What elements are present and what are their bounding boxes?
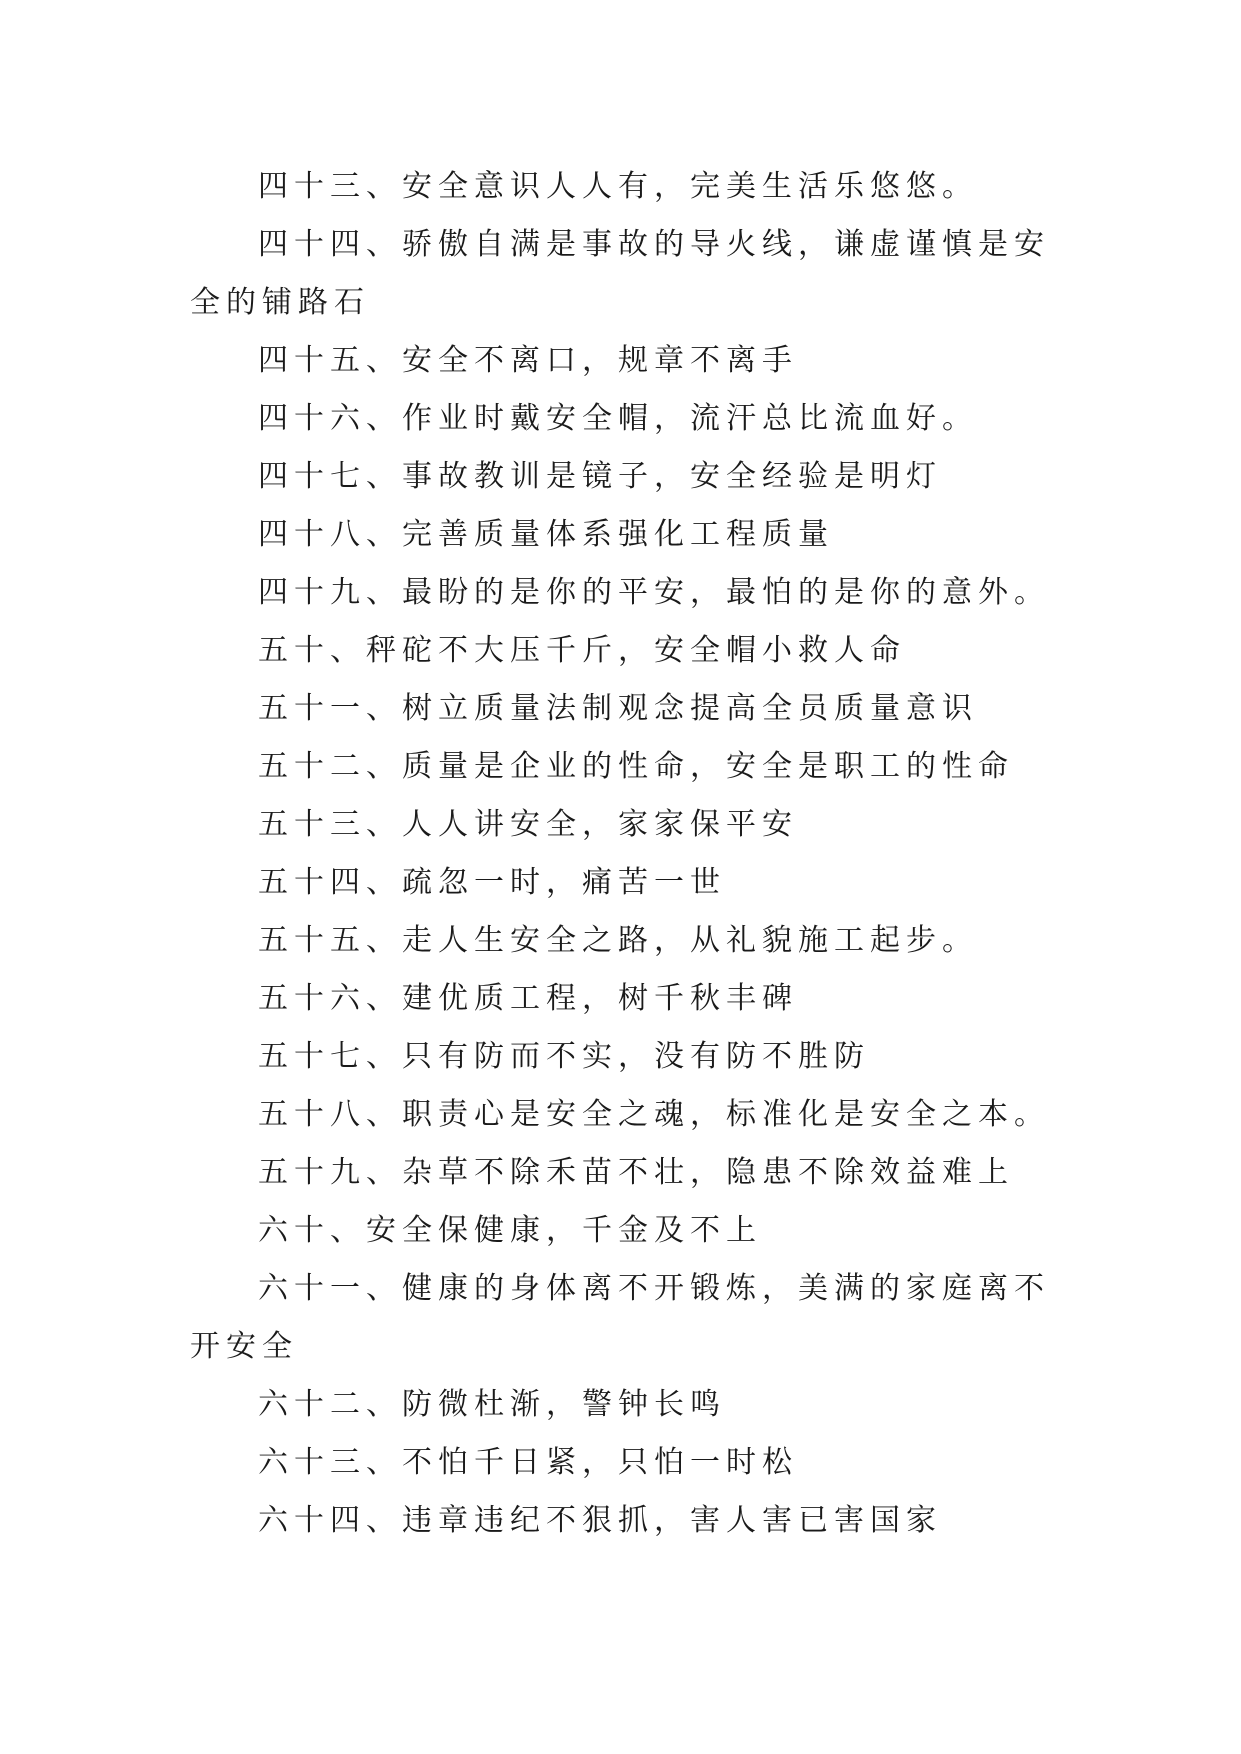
paragraph: 五十七、只有防而不实，没有防不胜防 xyxy=(258,1039,870,1074)
paragraph: 四十七、事故教训是镜子，安全经验是明灯 xyxy=(258,459,942,494)
paragraph: 五十三、人人讲安全，家家保平安 xyxy=(258,807,798,842)
paragraph: 五十二、质量是企业的性命，安全是职工的性命 xyxy=(258,749,1014,784)
paragraph: 四十六、作业时戴安全帽，流汗总比流血好。 xyxy=(258,401,978,436)
paragraph: 五十八、职责心是安全之魂，标准化是安全之本。 xyxy=(258,1097,1050,1132)
paragraph: 六十、安全保健康，千金及不上 xyxy=(258,1213,762,1248)
paragraph: 五十六、建优质工程，树千秋丰碑 xyxy=(258,981,798,1016)
paragraph: 五十一、树立质量法制观念提高全员质量意识 xyxy=(258,691,978,726)
paragraph: 五十四、疏忽一时，痛苦一世 xyxy=(258,865,726,900)
paragraph: 四十五、安全不离口，规章不离手 xyxy=(258,343,798,378)
paragraph: 四十九、最盼的是你的平安，最怕的是你的意外。 xyxy=(258,575,1050,610)
paragraph: 四十三、安全意识人人有，完美生活乐悠悠。 xyxy=(258,169,978,204)
paragraph: 六十一、健康的身体离不开锻炼，美满的家庭离不开安全 xyxy=(190,1271,1050,1364)
paragraph: 六十二、防微杜渐，警钟长鸣 xyxy=(258,1387,726,1422)
paragraph: 六十三、不怕千日紧，只怕一时松 xyxy=(258,1445,798,1480)
paragraph: 四十四、骄傲自满是事故的导火线，谦虚谨慎是安全的铺路石 xyxy=(190,227,1050,320)
paragraph: 五十、秤砣不大压千斤，安全帽小救人命 xyxy=(258,633,906,668)
paragraph: 五十九、杂草不除禾苗不壮，隐患不除效益难上 xyxy=(258,1155,1014,1190)
document-page xyxy=(190,158,1050,1550)
paragraph: 六十四、违章违纪不狠抓，害人害已害国家 xyxy=(258,1503,942,1538)
paragraph: 五十五、走人生安全之路，从礼貌施工起步。 xyxy=(258,923,978,958)
paragraph: 四十八、完善质量体系强化工程质量 xyxy=(258,517,834,552)
